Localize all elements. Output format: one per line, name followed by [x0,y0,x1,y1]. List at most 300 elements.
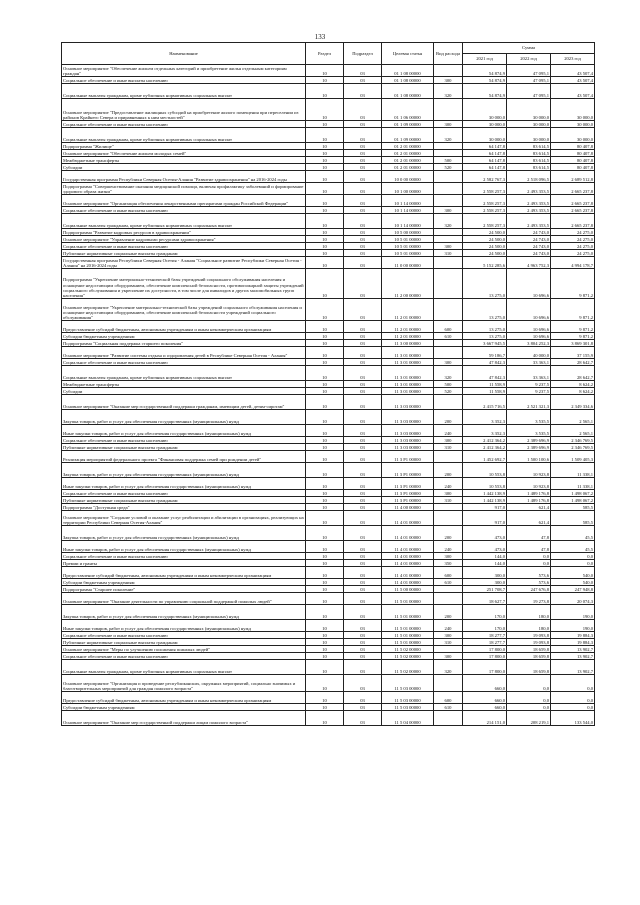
row-sum-2023: 540,0 [551,567,595,579]
row-expense-type: 200 [434,526,463,541]
row-section: 10 [306,143,344,150]
row-target-article: 11 5 00 00000 [382,586,434,593]
row-target-article: 11 3 P1 00000 [382,497,434,504]
header-section: Раздел [306,43,344,65]
table-header [62,43,595,65]
row-sum-2022: 24 743,0 [507,243,551,250]
row-target-article: 11 2 00 00000 [382,269,434,299]
row-name: Основное мероприятие "Развитие системы отдыха и оздоровления детей в Республике Северная Осетия - Алания" [62,347,306,359]
row-section: 10 [306,243,344,250]
row-sum-2023: 24 275,0 [551,236,595,243]
row-expense-type: 300 [434,553,463,560]
row-name: Основное мероприятие "Обеспечение жильем отдельных категорий и приобретение жилья отдельным категориям граждан" [62,65,306,77]
row-target-article: 11 2 01 00000 [382,299,434,321]
table-row [62,299,595,321]
table-row [62,653,595,660]
row-name: Иные закупки товаров, работ и услуг для обеспечения государственных (муниципальных) нужд [62,425,306,437]
row-sum-2021: 30 000,0 [463,128,507,143]
row-sum-2023: 45,5 [551,526,595,541]
row-subsection: 03 [344,497,382,504]
row-sum-2023: 37 155,9 [551,347,595,359]
row-target-article: 11 5 01 00000 [382,620,434,632]
row-subsection: 03 [344,171,382,183]
row-section: 10 [306,257,344,269]
row-sum-2021: 24 500,0 [463,229,507,236]
row-sum-2021: 2 558 257,3 [463,195,507,207]
row-sum-2022: 2 518 096,5 [507,171,551,183]
row-expense-type: 310 [434,497,463,504]
row-expense-type [434,269,463,299]
row-target-article: 11 0 00 00000 [382,257,434,269]
row-target-article: 10 1 14 00000 [382,207,434,214]
row-name: Основное мероприятие "Предоставление жилищных субсидий на приобретение жилого помещения при переселении из районов Крайнего Севера и приравненных к ним местностей" [62,99,306,121]
row-subsection: 03 [344,84,382,99]
row-expense-type: 500 [434,157,463,164]
row-sum-2023: 8 624,2 [551,381,595,388]
row-sum-2021: 13 275,0 [463,269,507,299]
row-sum-2022: 83 614,5 [507,143,551,150]
row-section: 10 [306,229,344,236]
row-section: 10 [306,171,344,183]
row-sum-2022: 3 535,5 [507,425,551,437]
row-expense-type: 310 [434,250,463,257]
row-sum-2021: 17 800,0 [463,660,507,675]
row-subsection: 03 [344,660,382,675]
row-sum-2021: 3 667 945,5 [463,340,507,347]
row-subsection: 03 [344,646,382,653]
row-sum-2021: 24 500,0 [463,243,507,250]
row-subsection: 03 [344,675,382,692]
row-target-article: 11 2 01 00000 [382,321,434,333]
row-subsection: 03 [344,321,382,333]
row-sum-2022: 10 696,6 [507,299,551,321]
table-row [62,84,595,99]
row-name: Социальные выплаты гражданам, кроме публичных нормативных социальных выплат [62,214,306,229]
row-sum-2022: 2 389 696,9 [507,437,551,444]
row-sum-2021: 2 412 364,2 [463,437,507,444]
row-expense-type [434,711,463,726]
row-subsection: 03 [344,340,382,347]
row-sum-2022: 621,4 [507,511,551,526]
row-expense-type [434,195,463,207]
row-target-article: 10 5 01 00000 [382,243,434,250]
row-sum-2022: 33 363,1 [507,366,551,381]
table-row [62,99,595,121]
row-name: Основное мероприятие "Управление кадровыми ресурсами здравоохранения" [62,236,306,243]
row-section: 10 [306,526,344,541]
row-sum-2021: 2 558 257,3 [463,207,507,214]
row-sum-2022: 2 493 353,5 [507,195,551,207]
row-sum-2021: 10 553,8 [463,478,507,490]
row-subsection: 03 [344,632,382,639]
row-subsection: 03 [344,347,382,359]
table-row [62,620,595,632]
row-subsection: 03 [344,121,382,128]
page-number: 133 [314,33,326,41]
row-section: 10 [306,381,344,388]
row-section: 10 [306,653,344,660]
row-sum-2022: 247 676,8 [507,586,551,593]
row-expense-type: 600 [434,567,463,579]
row-sum-2021: 2 412 364,2 [463,444,507,451]
header-target-article: Целевая статья [382,43,434,65]
row-target-article: 11 3 03 00000 [382,410,434,425]
row-sum-2023: 30 000,0 [551,121,595,128]
row-name: Социальное обеспечение и иные выплаты населению [62,632,306,639]
row-sum-2023: 585,5 [551,504,595,511]
row-sum-2021: 300,0 [463,579,507,586]
row-sum-2022: 9 237,5 [507,381,551,388]
row-expense-type [434,511,463,526]
row-expense-type: 240 [434,478,463,490]
row-target-article: 11 5 03 00000 [382,692,434,704]
row-subsection: 03 [344,478,382,490]
row-sum-2022: 3 535,5 [507,410,551,425]
row-name: Социальное обеспечение и иные выплаты населению [62,359,306,366]
row-expense-type [434,395,463,410]
row-sum-2023: 2 565,1 [551,425,595,437]
row-sum-2023: 28 642,7 [551,366,595,381]
row-subsection: 03 [344,605,382,620]
table-row [62,704,595,711]
row-sum-2022: 10 696,6 [507,333,551,340]
row-sum-2021: 47 842,3 [463,359,507,366]
table-row [62,214,595,229]
row-expense-type: 300 [434,437,463,444]
row-sum-2021: 300,0 [463,567,507,579]
row-sum-2022: 83 614,5 [507,157,551,164]
row-section: 10 [306,388,344,395]
row-name: Государственная программа Республики Северная Осетия-Алания "Развитие здравоохранения" на 2016-2024 годы [62,171,306,183]
row-sum-2022: 2 493 353,5 [507,214,551,229]
header-subsection: Подраздел [344,43,382,65]
row-sum-2023: 2 565,1 [551,410,595,425]
row-section: 10 [306,121,344,128]
row-sum-2023: 0,0 [551,560,595,567]
row-section: 10 [306,711,344,726]
row-target-article: 11 5 01 00000 [382,605,434,620]
row-sum-2023: 24 275,0 [551,229,595,236]
row-sum-2021: 170,0 [463,620,507,632]
row-sum-2022: 1 489 176,8 [507,497,551,504]
row-target-article: 01 2 01 00000 [382,164,434,171]
row-expense-type: 300 [434,243,463,250]
row-sum-2022: 18 659,8 [507,653,551,660]
row-sum-2023: 585,5 [551,511,595,526]
header-year-2022: 2022 год [507,54,551,65]
row-target-article: 11 5 04 00000 [382,711,434,726]
row-expense-type: 200 [434,605,463,620]
row-target-article: 11 5 03 00000 [382,704,434,711]
row-target-article: 11 5 02 00000 [382,653,434,660]
row-name: Социальное обеспечение и иные выплаты населению [62,121,306,128]
row-expense-type: 520 [434,164,463,171]
row-expense-type [434,504,463,511]
row-sum-2022: 573,6 [507,567,551,579]
row-expense-type: 300 [434,632,463,639]
row-name: Социальное обеспечение и иные выплаты населению [62,553,306,560]
row-target-article: 01 1 09 00000 [382,128,434,143]
table-row [62,560,595,567]
row-section: 10 [306,164,344,171]
row-subsection: 03 [344,526,382,541]
row-expense-type [434,236,463,243]
row-expense-type [434,150,463,157]
table-row [62,381,595,388]
row-sum-2021: 660,0 [463,704,507,711]
row-section: 10 [306,567,344,579]
row-name: Основное мероприятие "Оказание мер государственной поддержки лицам пожилого возраста" [62,711,306,726]
row-name: Межбюджетные трансферты [62,381,306,388]
row-expense-type: 600 [434,321,463,333]
row-target-article: 10 1 14 00000 [382,195,434,207]
row-name: Подпрограмма "Жилище" [62,143,306,150]
row-sum-2022: 19 093,8 [507,632,551,639]
row-sum-2021: 170,0 [463,605,507,620]
row-target-article: 11 5 03 00000 [382,675,434,692]
row-sum-2023: 4 994 178,7 [551,257,595,269]
row-name: Социальные выплаты гражданам, кроме публичных нормативных социальных выплат [62,84,306,99]
table-row [62,410,595,425]
table-row [62,526,595,541]
row-sum-2023: 20 074,3 [551,593,595,605]
row-sum-2021: 5 152 285,6 [463,257,507,269]
row-subsection: 03 [344,150,382,157]
row-expense-type: 350 [434,560,463,567]
row-subsection: 03 [344,333,382,340]
row-subsection: 03 [344,257,382,269]
row-target-article: 10 5 00 00000 [382,229,434,236]
row-expense-type: 610 [434,333,463,340]
row-target-article: 11 3 00 00000 [382,340,434,347]
row-section: 10 [306,214,344,229]
row-sum-2022: 30 000,0 [507,121,551,128]
row-sum-2021: 917,0 [463,511,507,526]
row-section: 10 [306,553,344,560]
row-sum-2022: 33 363,1 [507,359,551,366]
row-sum-2023: 80 407,8 [551,157,595,164]
row-sum-2021: 660,0 [463,675,507,692]
row-sum-2021: 2 582 767,3 [463,171,507,183]
row-expense-type: 320 [434,128,463,143]
row-section: 10 [306,236,344,243]
row-sum-2021: 13 275,0 [463,333,507,340]
table-row [62,171,595,183]
table-row [62,605,595,620]
row-sum-2023: 13 902,7 [551,646,595,653]
row-sum-2023: 0,0 [551,675,595,692]
row-sum-2023: 1 498 067,2 [551,490,595,497]
row-section: 10 [306,541,344,553]
table-row [62,121,595,128]
row-subsection: 03 [344,269,382,299]
row-name: Подпрограмма "Старшее поколение" [62,586,306,593]
table-row [62,478,595,490]
row-name: Закупка товаров, работ и услуг для обеспечения государственных (муниципальных) нужд [62,410,306,425]
row-section: 10 [306,632,344,639]
row-subsection: 03 [344,560,382,567]
row-sum-2022: 208 219,1 [507,711,551,726]
row-sum-2021: 24 500,0 [463,236,507,243]
row-sum-2022: 621,4 [507,504,551,511]
row-name: Субсидии [62,164,306,171]
row-expense-type: 200 [434,463,463,478]
row-target-article: 11 4 01 00000 [382,567,434,579]
row-expense-type: 320 [434,84,463,99]
table-row [62,504,595,511]
row-sum-2022: 10 696,6 [507,321,551,333]
row-expense-type: 320 [434,214,463,229]
row-expense-type: 300 [434,653,463,660]
row-sum-2023: 24 275,0 [551,243,595,250]
row-sum-2021: 1 442 138,9 [463,497,507,504]
row-target-article: 11 5 02 00000 [382,646,434,653]
row-section: 10 [306,99,344,121]
row-sum-2021: 64 147,8 [463,157,507,164]
row-section: 10 [306,340,344,347]
row-sum-2021: 2 558 257,3 [463,183,507,195]
row-sum-2022: 3 804 252,3 [507,340,551,347]
table-row [62,164,595,171]
row-sum-2021: 24 500,0 [463,250,507,257]
row-section: 10 [306,451,344,463]
row-expense-type: 320 [434,660,463,675]
row-name: Социальные выплаты гражданам, кроме публичных нормативных социальных выплат [62,366,306,381]
row-name: Основное мероприятие "Обеспечение жильем молодых семей" [62,150,306,157]
row-sum-2021: 59 186,7 [463,347,507,359]
row-target-article: 10 5 01 00000 [382,236,434,243]
table-row [62,195,595,207]
row-sum-2023: 13 902,7 [551,660,595,675]
row-sum-2023: 1 509 405,3 [551,451,595,463]
row-name: Иные закупки товаров, работ и услуг для обеспечения государственных (муниципальных) нужд [62,541,306,553]
row-name: Основное мероприятие "Укрепление материально-технической базы учреждений социального обслуживания населения и оснащение недостающим оборудованием, обеспечение комплексной безопасности учреждений социального обслуживания" [62,299,306,321]
row-subsection: 03 [344,653,382,660]
table-row [62,579,595,586]
row-sum-2022: 1 489 176,8 [507,490,551,497]
row-name: Публичные нормативные социальные выплаты гражданам [62,444,306,451]
row-section: 10 [306,347,344,359]
row-name: Социальное обеспечение и иные выплаты населению [62,653,306,660]
row-expense-type: 200 [434,410,463,425]
row-name: Подпрограмма "Доступная среда" [62,504,306,511]
row-target-article: 10 1 14 00000 [382,214,434,229]
row-expense-type [434,171,463,183]
row-subsection: 03 [344,504,382,511]
table-row [62,157,595,164]
row-sum-2022: 19 273,8 [507,593,551,605]
row-section: 10 [306,359,344,366]
row-sum-2021: 64 147,8 [463,143,507,150]
row-sum-2023: 3 869 301,8 [551,340,595,347]
row-sum-2022: 0,0 [507,560,551,567]
table-body [62,65,595,726]
row-sum-2022: 24 743,0 [507,236,551,243]
row-subsection: 03 [344,490,382,497]
row-subsection: 03 [344,463,382,478]
row-sum-2021: 17 800,0 [463,653,507,660]
row-sum-2023: 1 498 067,2 [551,497,595,504]
row-sum-2022: 0,0 [507,675,551,692]
row-section: 10 [306,65,344,77]
row-sum-2023: 2 689 512,8 [551,171,595,183]
row-sum-2023: 45,5 [551,541,595,553]
row-sum-2023: 9 871,2 [551,321,595,333]
row-target-article: 10 0 00 00000 [382,171,434,183]
row-subsection: 03 [344,395,382,410]
table-row [62,632,595,639]
row-sum-2021: 13 275,0 [463,321,507,333]
table-row [62,660,595,675]
row-sum-2021: 473,0 [463,526,507,541]
table-row [62,497,595,504]
row-target-article: 11 3 03 00000 [382,444,434,451]
row-expense-type [434,183,463,195]
row-sum-2023: 247 948,8 [551,586,595,593]
row-name: Реализация мероприятий федерального проекта "Финансовая поддержка семей при рождении детей" [62,451,306,463]
row-sum-2021: 17 800,0 [463,646,507,653]
row-expense-type: 500 [434,381,463,388]
row-section: 10 [306,321,344,333]
row-target-article: 01 1 06 00000 [382,99,434,121]
row-sum-2023: 2 349 334,6 [551,395,595,410]
row-name: Основное мероприятие "Создание условий и оказание услуг реабилитации и абилитации в организациях, реализующих на территории Республики Северная Осетия-Алания" [62,511,306,526]
row-section: 10 [306,511,344,526]
row-expense-type [434,299,463,321]
row-section: 10 [306,150,344,157]
row-subsection: 03 [344,711,382,726]
row-sum-2021: 144,0 [463,553,507,560]
row-sum-2022: 2 493 353,5 [507,207,551,214]
row-sum-2022: 0,0 [507,553,551,560]
row-name: Подпрограмма "Развитие кадровых ресурсов в здравоохранении" [62,229,306,236]
header-name: Наименование [62,43,306,65]
row-section: 10 [306,333,344,340]
row-target-article: 11 3 03 00000 [382,437,434,444]
row-name: Основное мероприятие "Организация и проведение республиканских, окружных мероприятий, социально значимых и благотворительных мероприятий для граждан пожилого возраста" [62,675,306,692]
row-expense-type: 610 [434,704,463,711]
row-target-article: 01 2 01 00000 [382,150,434,157]
header-sums: Сумма [463,43,595,54]
row-subsection: 03 [344,541,382,553]
row-expense-type: 600 [434,692,463,704]
row-section: 10 [306,207,344,214]
row-sum-2023: 28 642,7 [551,359,595,366]
table-row [62,388,595,395]
row-sum-2022: 24 743,0 [507,229,551,236]
row-subsection: 03 [344,381,382,388]
row-target-article: 11 3 P1 00000 [382,490,434,497]
row-name: Закупка товаров, работ и услуг для обеспечения государственных (муниципальных) нужд [62,463,306,478]
row-section: 10 [306,620,344,632]
row-name: Основное мероприятие "Оказание мер государственной поддержки гражданам, имеющим детей, детям-сиротам" [62,395,306,410]
row-name: Социальные выплаты гражданам, кроме публичных нормативных социальных выплат [62,128,306,143]
row-section: 10 [306,586,344,593]
row-sum-2023: 9 871,2 [551,333,595,340]
row-target-article: 01 2 01 00000 [382,143,434,150]
row-target-article: 11 3 P1 00000 [382,451,434,463]
row-sum-2021: 64 147,8 [463,150,507,157]
table-row [62,675,595,692]
row-expense-type: 320 [434,366,463,381]
row-sum-2022: 2 389 696,9 [507,444,551,451]
row-sum-2022: 18 659,8 [507,660,551,675]
row-sum-2022: 9 237,5 [507,388,551,395]
row-name: Подпрограмма "Укрепление материально-технической базы учреждений социального обслуживания населения и оснащение недостающим оборудованием, обеспечение комплексной безопасности, противопожарной защиты учреждений социального обслуживания и укрепление их доступности, в том числе для инвалидов и других маломобильных групп населения" [62,269,306,299]
row-subsection: 03 [344,437,382,444]
row-name: Премии и гранты [62,560,306,567]
row-sum-2022: 10 923,8 [507,463,551,478]
